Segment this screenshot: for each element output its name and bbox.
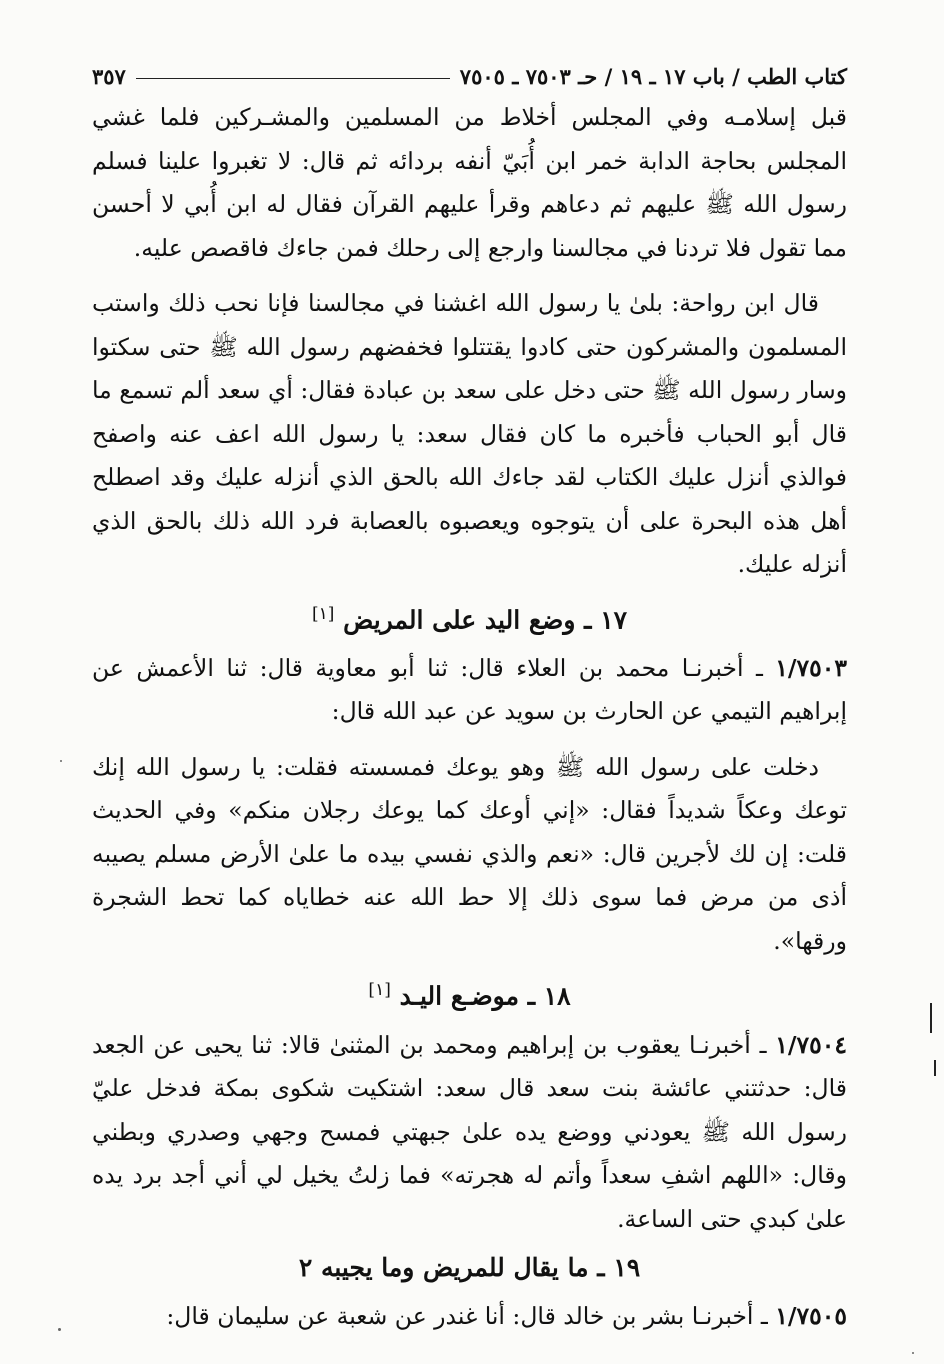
header-rule	[136, 78, 450, 79]
hadith-chain	[92, 1024, 847, 1242]
section-heading-text: ١٨ ـ موضـع اليـد	[399, 981, 571, 1011]
scan-speck	[60, 760, 62, 762]
hadith-text: ـ أخبرنـا محمد بن العلاء قال: ثنا أبو معاوية قال: ثنا الأعمش عن إبراهيم التيمي عن الحارث بن سويد عن عبد الله قال:	[92, 653, 847, 726]
hadith-number: ١/٧٥٠٣	[775, 653, 847, 682]
section-heading-text: ١٧ ـ وضع اليد على المريض	[343, 604, 628, 634]
scan-speck	[58, 1328, 61, 1331]
header-title: كتاب الطب / باب ١٧ ـ ١٩ / حـ ٧٥٠٣ ـ ٧٥٠٥	[459, 63, 847, 89]
section-heading	[92, 591, 847, 643]
hadith-body: دخلت على رسول الله ﷺ وهو يوعك فمسسته فقلت: يا رسول الله إنك توعك وعكاً شديداً فقال: «إني أوعك كما يوعك رجلان منكم» وفي الحديث قلت: إن لك لأجرين قال: «نعم والذي نفسي بيده ما علىٰ الأرض مسلم يصيبه أذى من مرض فما سوى ذلك إلا حط الله عنه خطاياه كما تحط الشجرة ورقها».	[92, 752, 847, 955]
footnote-marker: [١]	[368, 980, 391, 1001]
footnote-marker: [١]	[311, 603, 335, 624]
hadith-text: ـ أخبرنـا يعقوب بن إبراهيم ومحمد بن المثنىٰ قالا: ثنا يحيى عن الجعد قال: حدثتني عائشة بنت سعد قال سعد: اشتكيت شكوى بمكة فدخل عليّ رسول الله ﷺ يعودني ووضع يده علىٰ جبهتي فمسح وجهي وصدري وبطني وقال: «اللهم اشفِ سعداً وأتم له هجرته» فما زلتُ يخيل لي أني أجد برد يده علىٰ كبدي حتى الساعة.	[92, 1030, 847, 1233]
hadith-text: ـ أخبرنـا بشر بن خالد قال: أنا غندر عن شعبة عن سليمان قال:	[166, 1302, 776, 1331]
margin-mark	[930, 1003, 932, 1033]
page-number: ٣٥٧	[92, 63, 126, 89]
section-heading	[92, 967, 847, 1019]
hadith-number: ١/٧٥٠٤	[775, 1030, 847, 1059]
hadith-chain	[92, 1295, 847, 1339]
hadith-number: ١/٧٥٠٥	[775, 1302, 847, 1331]
book-page	[92, 56, 847, 1339]
scan-speck	[912, 1352, 914, 1354]
body-paragraph: قبل إسلامـه وفي المجلس أخلاط من المسلمين والمشـركين فلما غشي المجلس بحاجة الدابة خمر ابن أُبَيّ أنفه بردائه ثم قال: لا تغبروا علينا فسلم رسول الله ﷺ عليهم ثم دعاهم وقرأ عليهم القرآن فقال له ابن أُبي لا أحسن مما تقول فلا تردنا في مجالسنا وارجع إلى رحلك فمن جاءك فاقصص عليه.	[92, 103, 847, 262]
margin-mark	[934, 1060, 936, 1076]
running-header	[92, 56, 847, 96]
section-heading	[92, 1245, 847, 1291]
section-heading-text: ١٩ ـ ما يقال للمريض وما يجيبه ٢	[298, 1253, 641, 1283]
hadith-chain	[92, 647, 847, 734]
body-paragraph: قال ابن رواحة: بلىٰ يا رسول الله اغشنا في مجالسنا فإنا نحب ذلك واستب المسلمون والمشركون حتى كادوا يقتتلوا فخفضهم رسول الله ﷺ حتى سكتوا وسار رسول الله ﷺ حتى دخل على سعد بن عبادة فقال: أي سعد ألم تسمع ما قال أبو الحباب فأخبره ما كان فقال سعد: يا رسول الله اعف عنه واصفح فوالذي أنزل عليك الكتاب لقد جاءك الله بالحق الذي أنزله عليك وقد اصطلح أهل هذه البحرة على أن يتوجوه ويعصبوه بالعصابة فرد الله ذلك بالحق الذي أنزله عليك.	[92, 289, 847, 578]
